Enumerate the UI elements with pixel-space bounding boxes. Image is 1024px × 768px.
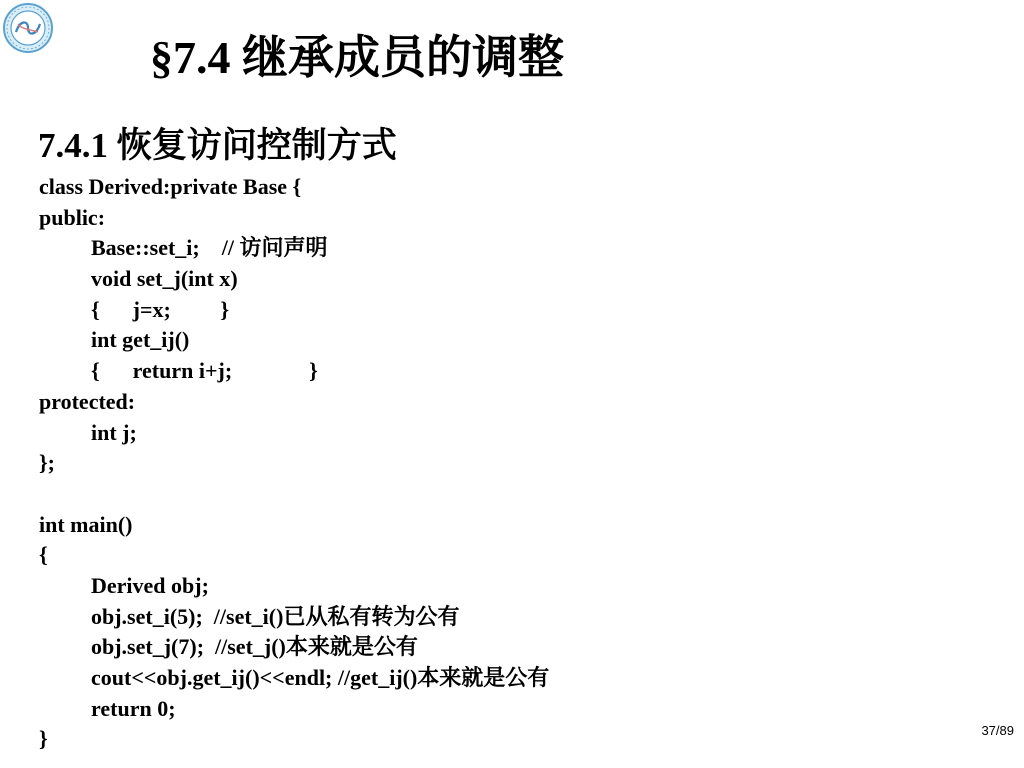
code-line: {	[39, 542, 48, 568]
code-line: int get_ij()	[91, 327, 190, 353]
code-line: int main()	[39, 511, 133, 537]
code-line: cout<<obj.get_ij()<<endl; //get_ij()本来就是公有	[91, 665, 550, 690]
code-line: public:	[39, 204, 106, 230]
section-heading: 7.4.1 恢复访问控制方式	[38, 126, 397, 165]
code-line: return 0;	[91, 695, 176, 721]
code-line: { return i+j; }	[91, 358, 318, 384]
page-number: 37/89	[981, 723, 1014, 738]
code-line: int j;	[91, 419, 137, 445]
code-line: Base::set_i; // 访问声明	[91, 235, 328, 261]
code-line: Derived obj;	[91, 572, 209, 598]
slide-title: §7.4 继承成员的调整	[150, 32, 564, 83]
code-block	[39, 172, 549, 755]
code-line: void set_j(int x)	[91, 266, 238, 292]
code-line: };	[39, 450, 55, 476]
code-line: { j=x; }	[91, 296, 230, 322]
code-line: protected:	[39, 388, 136, 414]
code-line: obj.set_j(7); //set_j()本来就是公有	[91, 634, 418, 660]
code-line: }	[39, 726, 48, 752]
code-line: class Derived:private Base {	[39, 174, 302, 199]
code-line	[39, 479, 549, 510]
university-seal-icon	[2, 2, 54, 54]
code-line: obj.set_i(5); //set_i()已从私有转为公有	[91, 603, 460, 629]
